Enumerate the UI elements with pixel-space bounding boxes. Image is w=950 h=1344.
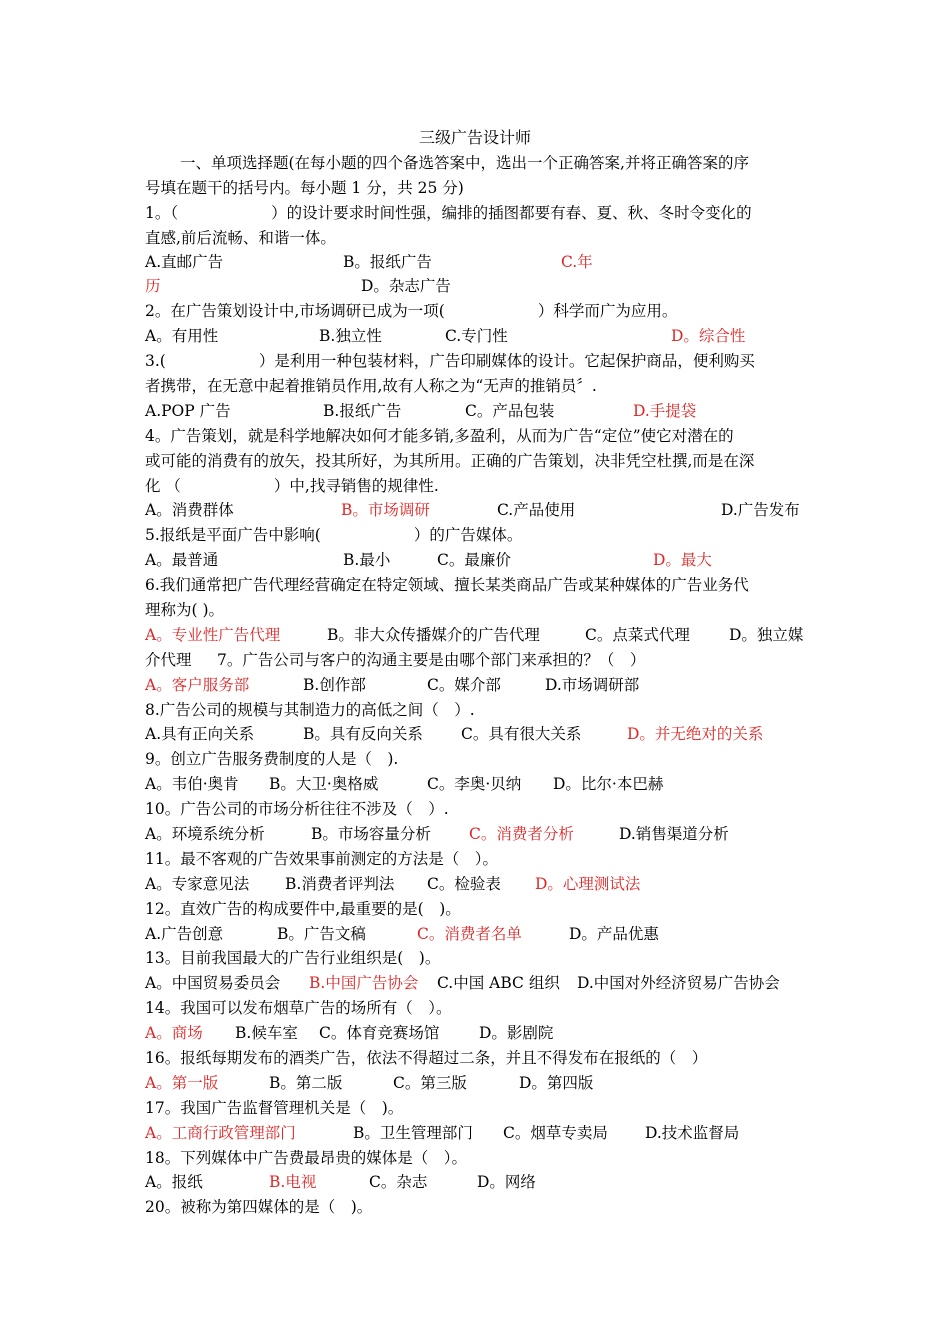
question-12: 12。直效广告的构成要件中,最重要的是( )。 bbox=[145, 900, 461, 918]
option-c: C。体育竞赛场馆 bbox=[319, 1024, 440, 1042]
question-1-cont: 直感,前后流畅、和谐一体。 bbox=[145, 229, 336, 247]
option-b: B.最小 bbox=[343, 551, 391, 569]
options-row bbox=[145, 722, 764, 747]
options-row bbox=[145, 623, 804, 648]
question-17: 17。我国广告监督管理机关是（ )。 bbox=[145, 1099, 404, 1117]
option-b: B.消费者评判法 bbox=[285, 875, 395, 893]
option-c: C。产品包装 bbox=[465, 402, 555, 420]
options-row bbox=[145, 1121, 740, 1146]
option-b: B。第二版 bbox=[269, 1074, 343, 1092]
option-b: B.独立性 bbox=[319, 327, 382, 345]
question-9: 9。创立广告服务费制度的人是（ ). bbox=[145, 750, 399, 768]
option-b-answer: B。市场调研 bbox=[341, 501, 430, 519]
option-c-answer: C.年 bbox=[561, 253, 593, 271]
question-18: 18。下列媒体中广告费最昂贵的媒体是（ ）。 bbox=[145, 1149, 467, 1167]
option-c: C。点菜式代理 bbox=[585, 626, 690, 644]
option-a: A.直邮广告 bbox=[145, 253, 224, 271]
option-c: C.产品使用 bbox=[497, 501, 576, 519]
question-2: 2。在广告策划设计中,市场调研已成为一项( ）科学而广为应用。 bbox=[145, 302, 678, 320]
question-4: 4。广告策划，就是科学地解决如何才能多销,多盈利，从而为广告“定位”使它对潜在的 bbox=[145, 427, 734, 445]
question-8: 8.广告公司的规模与其制造力的高低之间（ ）. bbox=[145, 701, 475, 719]
option-b: B.创作部 bbox=[303, 676, 366, 694]
question-1: 1。（ ）的设计要求时间性强，编排的插图都要有春、夏、秋、冬时令变化的 bbox=[145, 204, 752, 222]
options-row bbox=[145, 922, 659, 947]
question-7: 7。广告公司与客户的沟通主要是由哪个部门来承担的？（ ） bbox=[217, 651, 646, 669]
options-row bbox=[145, 548, 712, 573]
option-d: D。独立媒 bbox=[729, 626, 804, 644]
option-d-answer: D。心理测试法 bbox=[535, 875, 641, 893]
option-d-cont: 介代理 bbox=[145, 651, 192, 669]
option-b: B.报纸广告 bbox=[323, 402, 402, 420]
option-b: B。市场容量分析 bbox=[311, 825, 431, 843]
option-d: D。杂志广告 bbox=[361, 277, 451, 295]
options-row bbox=[145, 1021, 554, 1046]
question-14: 14。我国可以发布烟草广告的场所有（ ）。 bbox=[145, 999, 452, 1017]
options-row bbox=[145, 822, 729, 847]
option-c-answer: C。消费者分析 bbox=[469, 825, 574, 843]
option-d-answer: D。综合性 bbox=[671, 327, 746, 345]
option-d: D。产品优惠 bbox=[569, 925, 659, 943]
question-6-cont: 理称为( )。 bbox=[145, 601, 225, 619]
options-row bbox=[145, 399, 697, 424]
option-c-answer: C。消费者名单 bbox=[417, 925, 522, 943]
option-d: D。影剧院 bbox=[479, 1024, 554, 1042]
option-c: C。杂志 bbox=[369, 1173, 428, 1191]
section-instructions-cont: 号填在题干的括号内。每小题 1 分，共 25 分) bbox=[145, 179, 464, 197]
options-row bbox=[145, 971, 780, 996]
option-a: A。有用性 bbox=[145, 327, 219, 345]
option-a: A。韦伯·奥肯 bbox=[145, 775, 239, 793]
option-d-answer: D。并无绝对的关系 bbox=[627, 725, 764, 743]
option-c: C。具有很大关系 bbox=[461, 725, 582, 743]
options-row bbox=[145, 648, 646, 673]
page-title: 三级广告设计师 bbox=[418, 128, 531, 147]
option-a: A。消费群体 bbox=[145, 501, 234, 519]
options-row bbox=[145, 274, 451, 299]
option-a: A。专家意见法 bbox=[145, 875, 250, 893]
option-a: A.POP 广告 bbox=[145, 402, 231, 420]
options-row bbox=[145, 673, 640, 698]
option-a: A。环境系统分析 bbox=[145, 825, 265, 843]
option-d: D.技术监督局 bbox=[645, 1124, 740, 1142]
option-b: B。卫生管理部门 bbox=[353, 1124, 473, 1142]
option-d-answer: D.手提袋 bbox=[633, 402, 697, 420]
options-row bbox=[145, 1170, 536, 1195]
option-b: B。具有反向关系 bbox=[303, 725, 423, 743]
option-a-answer: A。工商行政管理部门 bbox=[145, 1124, 296, 1142]
option-a: A。报纸 bbox=[145, 1173, 203, 1191]
options-row bbox=[145, 1071, 594, 1096]
option-a: A。中国贸易委员会 bbox=[145, 974, 281, 992]
option-a-answer: A。客户服务部 bbox=[145, 676, 250, 694]
options-row bbox=[145, 324, 746, 349]
section-instructions: 一、单项选择题(在每小题的四个备选答案中，选出一个正确答案,并将正确答案的序 bbox=[180, 154, 749, 172]
question-16: 16。报纸每期发布的酒类广告，依法不得超过二条，并且不得发布在报纸的（ ） bbox=[145, 1049, 708, 1067]
option-a-answer: A。第一版 bbox=[145, 1074, 219, 1092]
question-11: 11。最不客观的广告效果事前测定的方法是（ ）。 bbox=[145, 850, 498, 868]
option-c-answer-cont: 历 bbox=[145, 277, 161, 295]
option-b: B。大卫·奥格威 bbox=[269, 775, 379, 793]
option-c: C。媒介部 bbox=[427, 676, 501, 694]
option-b-answer: B.中国广告协会 bbox=[309, 974, 419, 992]
question-4-cont: 化 （ ）中,找寻销售的规律性. bbox=[145, 477, 439, 495]
option-c: C.中国 ABC 组织 bbox=[437, 974, 560, 992]
option-d: D.市场调研部 bbox=[545, 676, 640, 694]
option-d: D。比尔·本巴赫 bbox=[553, 775, 664, 793]
option-d: D。网络 bbox=[477, 1173, 536, 1191]
option-d: D。第四版 bbox=[519, 1074, 594, 1092]
question-13: 13。目前我国最大的广告行业组织是( )。 bbox=[145, 949, 441, 967]
options-row bbox=[145, 250, 593, 275]
option-d: D.中国对外经济贸易广告协会 bbox=[577, 974, 780, 992]
question-10: 10。广告公司的市场分析往往不涉及（ ）. bbox=[145, 800, 449, 818]
option-b: B。非大众传播媒介的广告代理 bbox=[327, 626, 540, 644]
options-row bbox=[145, 772, 664, 797]
option-b: B.候车室 bbox=[235, 1024, 298, 1042]
option-b: B。报纸广告 bbox=[343, 253, 432, 271]
question-5: 5.报纸是平面广告中影响( ）的广告媒体。 bbox=[145, 526, 523, 544]
question-6: 6.我们通常把广告代理经营确定在特定领域、擅长某类商品广告或某种媒体的广告业务代 bbox=[145, 576, 749, 594]
question-3: 3.( ）是利用一种包装材料，广告印刷媒体的设计。它起保护商品，便利购买 bbox=[145, 352, 755, 370]
question-20: 20。被称为第四媒体的是（ )。 bbox=[145, 1198, 373, 1216]
option-d-answer: D。最大 bbox=[653, 551, 712, 569]
question-3-cont: 者携带，在无意中起着推销员作用,故有人称之为“无声的推销员〞. bbox=[145, 377, 597, 395]
option-c: C。李奥·贝纳 bbox=[427, 775, 522, 793]
options-row bbox=[145, 872, 641, 897]
option-a: A.广告创意 bbox=[145, 925, 224, 943]
question-4-cont: 或可能的消费有的放矢，投其所好，为其所用。正确的广告策划，决非凭空杜撰,而是在深 bbox=[145, 452, 755, 470]
option-a: A.具有正向关系 bbox=[145, 725, 255, 743]
option-d: D.销售渠道分析 bbox=[619, 825, 729, 843]
option-a: A。最普通 bbox=[145, 551, 219, 569]
option-c: C。第三版 bbox=[393, 1074, 467, 1092]
option-b: B。广告文稿 bbox=[277, 925, 366, 943]
option-c: C。最廉价 bbox=[437, 551, 511, 569]
option-a-answer: A。商场 bbox=[145, 1024, 203, 1042]
option-b-answer: B.电视 bbox=[269, 1173, 317, 1191]
option-d: D.广告发布 bbox=[721, 501, 800, 519]
option-c: C。检验表 bbox=[427, 875, 501, 893]
options-row bbox=[145, 498, 800, 523]
option-c: C.专门性 bbox=[445, 327, 508, 345]
option-c: C。烟草专卖局 bbox=[503, 1124, 608, 1142]
option-a-answer: A。专业性广告代理 bbox=[145, 626, 281, 644]
